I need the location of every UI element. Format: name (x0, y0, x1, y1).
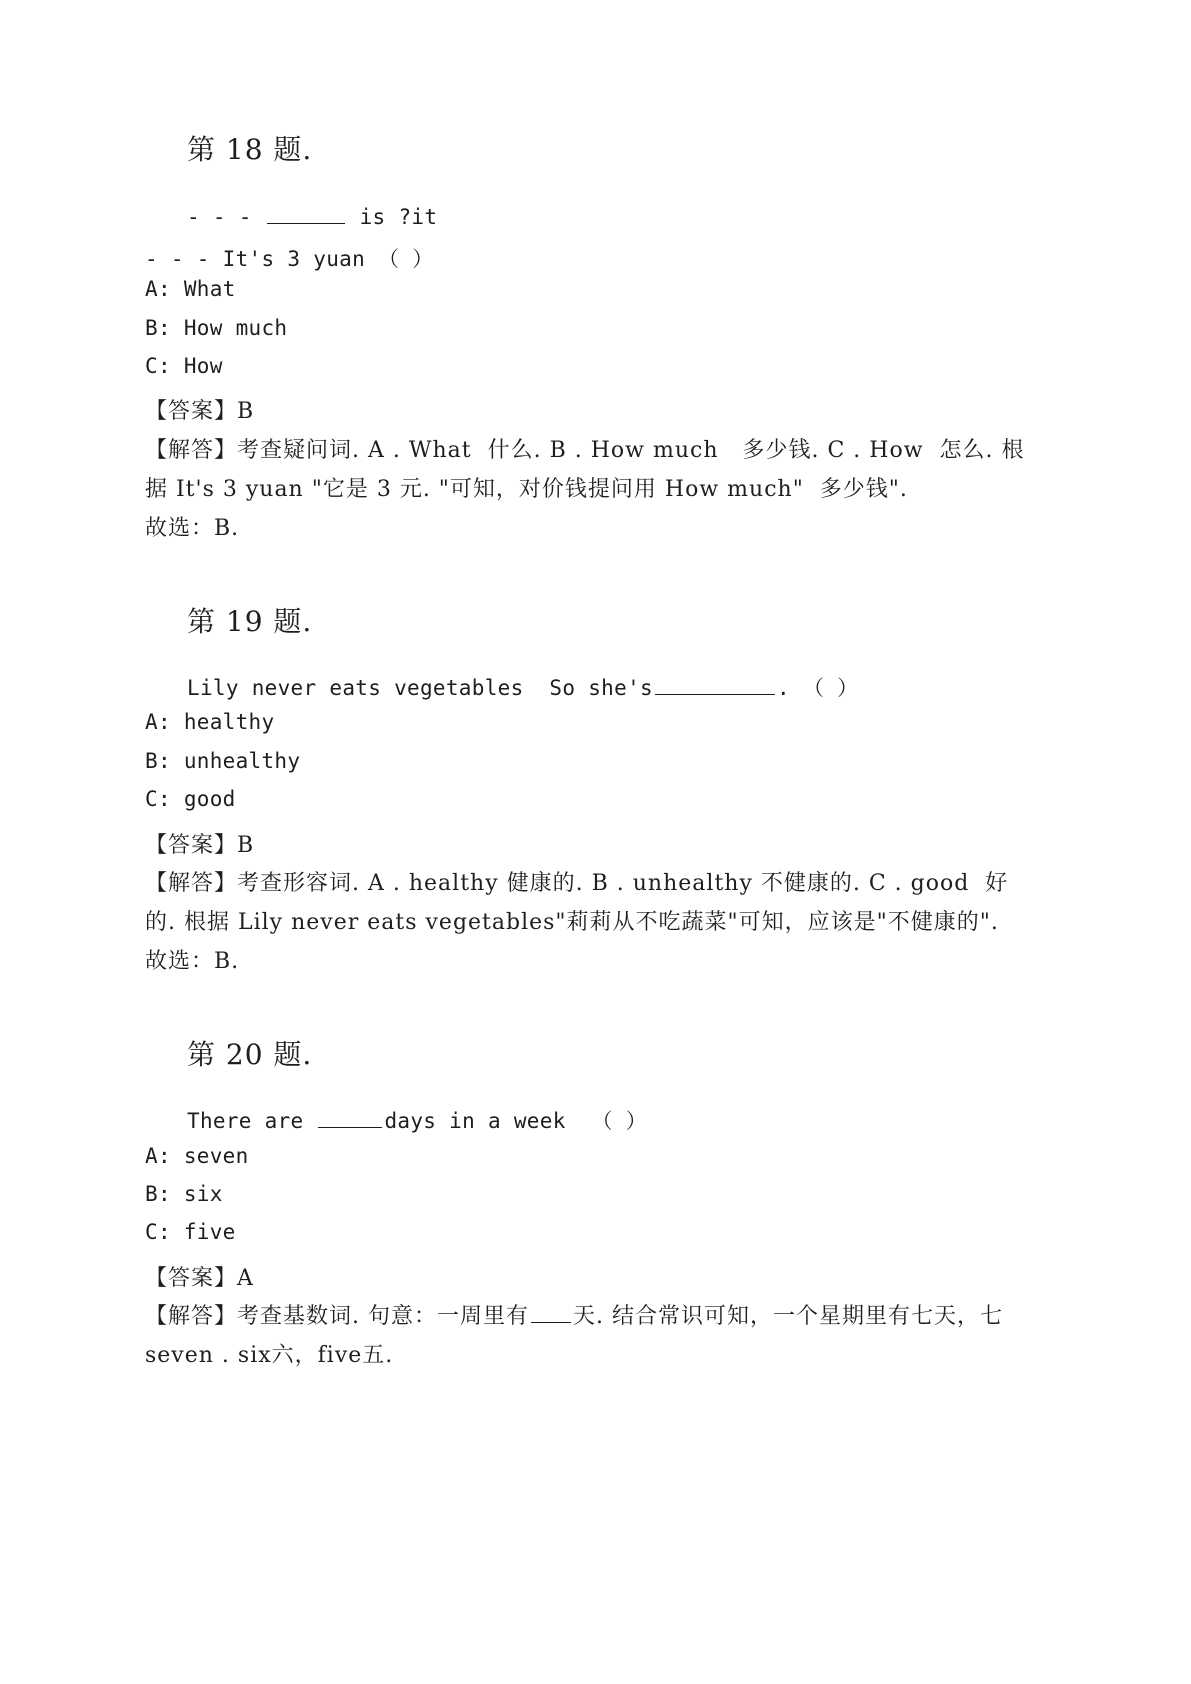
answer-blank (267, 203, 345, 224)
question-18-explanation-line3: 故选：B. (145, 516, 240, 541)
question-18-option-c: C: How (145, 354, 223, 378)
question-19-option-a: A: healthy (145, 710, 275, 734)
question-18-stem-line2: - - - It's 3 yuan （ ） (145, 247, 434, 271)
question-20-title: 第 20 题. (187, 1038, 313, 1071)
question-19-explanation-line3: 故选：B. (145, 949, 240, 974)
question-20-option-c: C: five (145, 1220, 236, 1244)
question-19-explanation-line1: 【解答】考查形容词. A . healthy 健康的. B . unhealthy 不健康的. C . good 好 (145, 871, 1009, 896)
question-19-stem: Lily never eats vegetables So she's . （ ） (187, 676, 859, 700)
question-18-explanation-line1: 【解答】考查疑问词. A . What 什么. B . How much 多少钱. C . How 怎么. 根 (145, 438, 1025, 463)
question-19-answer: 【答案】B (145, 833, 255, 858)
question-20-explanation-line2: seven . six六，five五. (145, 1343, 394, 1368)
question-19-explanation-line2: 的. 根据 Lily never eats vegetables"莉莉从不吃蔬菜"可知，应该是"不健康的". (145, 910, 999, 935)
question-20-option-b: B: six (145, 1182, 223, 1206)
answer-blank (318, 1107, 382, 1128)
question-20-stem: There are days in a week （ ） (187, 1109, 648, 1133)
question-18-answer: 【答案】B (145, 399, 255, 424)
question-18-option-a: A: What (145, 277, 236, 301)
question-19-option-c: C: good (145, 787, 236, 811)
question-19-option-b: B: unhealthy (145, 749, 301, 773)
question-19-title: 第 19 题. (187, 605, 313, 638)
question-18-explanation-line2: 据 It's 3 yuan "它是 3 元. "可知，对价钱提问用 How much" 多少钱". (145, 477, 908, 502)
question-18-stem-line1: - - - is ?it (187, 205, 438, 229)
question-20-explanation-line1: 【解答】考查基数词. 句意：一周里有 天. 结合常识可知，一个星期里有七天，七 (145, 1304, 1003, 1329)
question-20-option-a: A: seven (145, 1144, 249, 1168)
answer-blank (531, 1302, 571, 1323)
answer-blank (655, 674, 775, 695)
question-18-title: 第 18 题. (187, 133, 313, 166)
question-20-answer: 【答案】A (145, 1266, 254, 1291)
question-18-option-b: B: How much (145, 316, 288, 340)
